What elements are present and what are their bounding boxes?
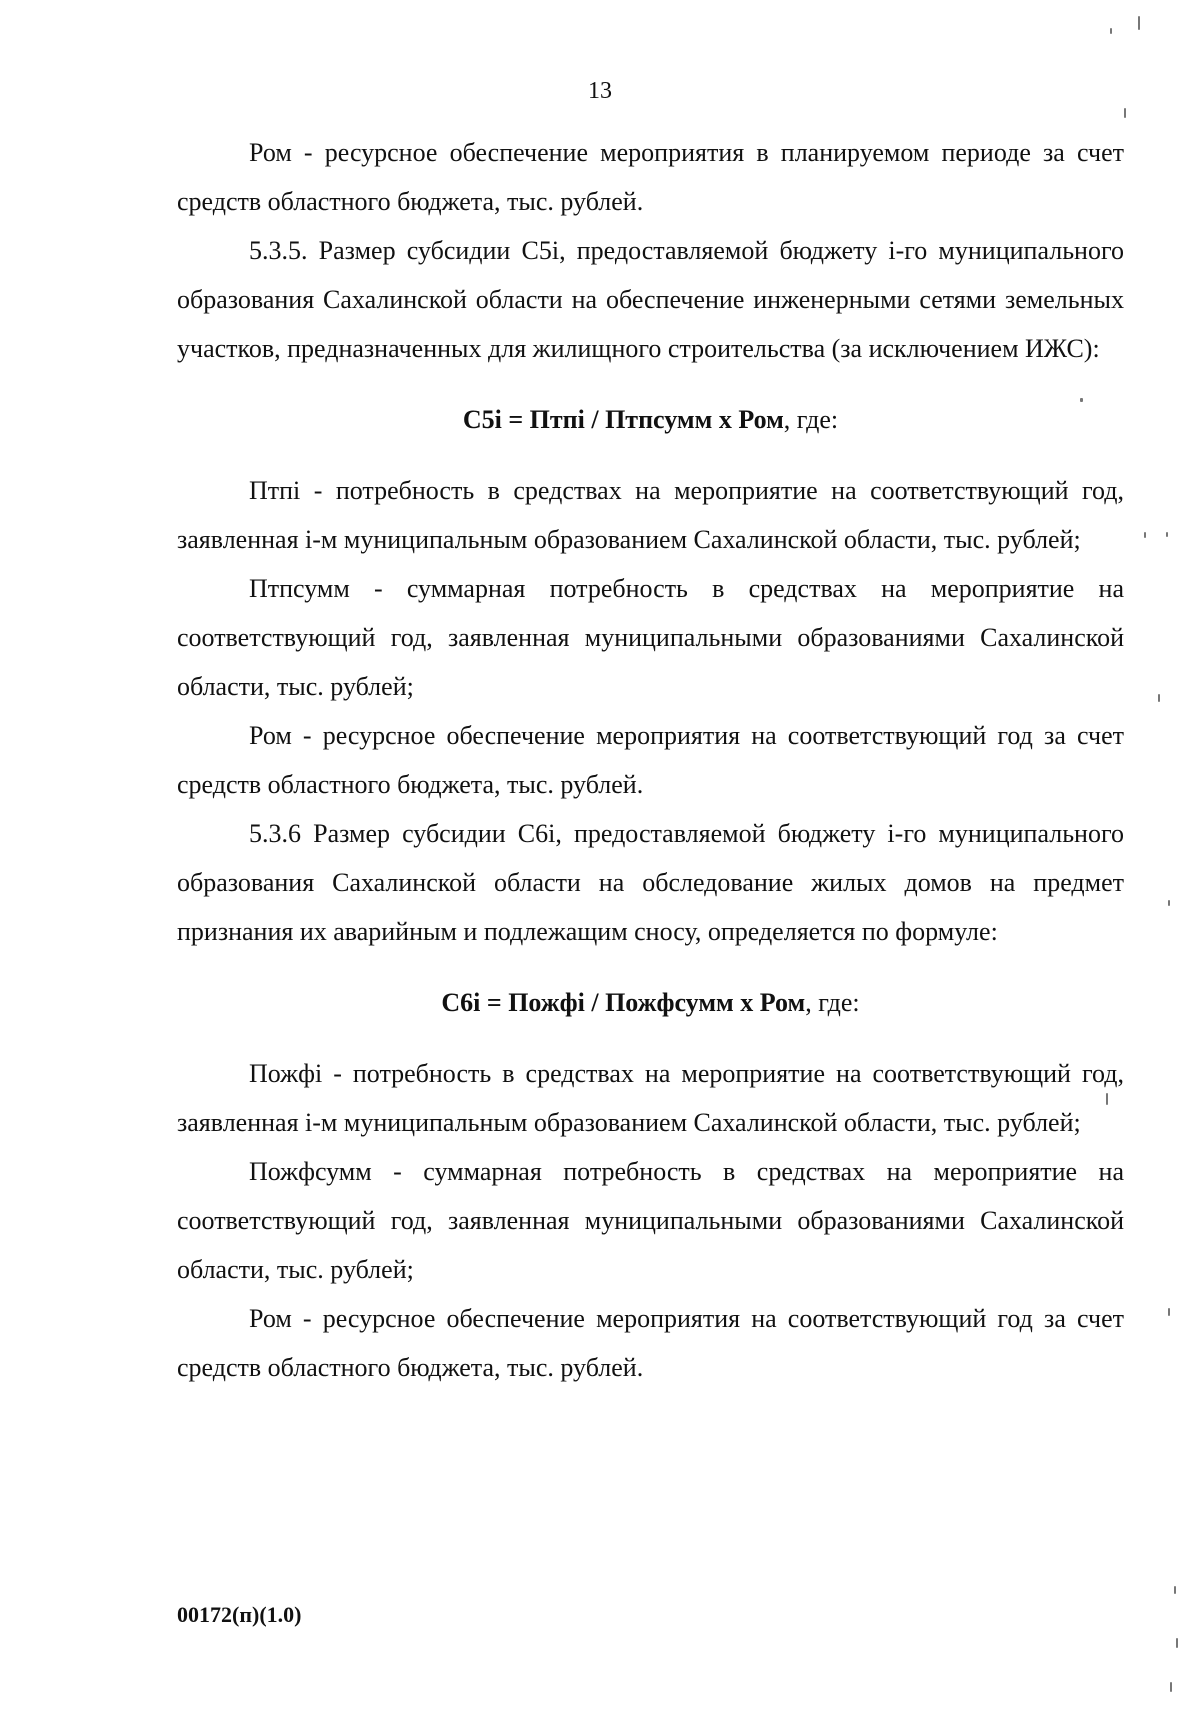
scan-speck bbox=[1174, 1586, 1176, 1594]
document-code: 00172(п)(1.0) bbox=[177, 1602, 302, 1627]
formula-c5 bbox=[177, 395, 1124, 444]
paragraph: Ром - ресурсное обеспечение мероприятия на соответствующий год за счет средств областного бюджета, тыс. рублей. bbox=[177, 721, 1124, 799]
scan-speck bbox=[1158, 694, 1160, 702]
formula-suffix: , где: bbox=[783, 405, 839, 434]
paragraph: Птпi - потребность в средствах на мероприятие на соответствующий год, заявленная i-м муниципальным образованием Сахалинской области, тыс. рублей; bbox=[177, 476, 1124, 554]
paragraph: Пожфсумм - суммарная потребность в средствах на мероприятие на соответствующий год, заявленная муниципальными образованиями Сахалинской области, тыс. рублей; bbox=[177, 1157, 1124, 1284]
formula-expression: С6i = Пожфi / Пожфсумм х Ром bbox=[441, 988, 806, 1017]
scan-speck bbox=[1176, 1638, 1178, 1648]
scan-speck bbox=[1144, 532, 1146, 538]
scan-speck bbox=[1168, 900, 1170, 906]
document-body bbox=[177, 128, 1124, 1392]
formula-c6 bbox=[177, 978, 1124, 1027]
scan-speck bbox=[1124, 108, 1126, 118]
scan-speck bbox=[1106, 1093, 1108, 1105]
page-number: 13 bbox=[588, 78, 612, 104]
scan-speck bbox=[1166, 532, 1168, 537]
scan-speck bbox=[1110, 28, 1112, 34]
paragraph: Птпсумм - суммарная потребность в средствах на мероприятие на соответствующий год, заявленная муниципальными образованиями Сахалинской области, тыс. рублей; bbox=[177, 574, 1124, 701]
paragraph: Ром - ресурсное обеспечение мероприятия в планируемом периоде за счет средств областного бюджета, тыс. рублей. bbox=[177, 138, 1124, 216]
paragraph: Пожфi - потребность в средствах на мероприятие на соответствующий год, заявленная i-м муниципальным образованием Сахалинской области, тыс. рублей; bbox=[177, 1059, 1124, 1137]
paragraph: 5.3.6 Размер субсидии С6i, предоставляемой бюджету i-го муниципального образования Сахалинской области на обследование жилых домов на предмет признания их аварийным и подлежащим сносу, определяется по формуле: bbox=[177, 819, 1124, 946]
formula-suffix: , где: bbox=[805, 988, 860, 1017]
paragraph: 5.3.5. Размер субсидии С5i, предоставляемой бюджету i-го муниципального образования Сахалинской области на обеспечение инженерными сетями земельных участков, предназначенных для жилищного строительства (за исключением ИЖС): bbox=[177, 236, 1124, 363]
scan-speck bbox=[1170, 1682, 1172, 1692]
formula-expression: С5i = Птпi / Птпсумм х Ром bbox=[462, 405, 784, 434]
scan-speck bbox=[1080, 398, 1083, 402]
paragraph: Ром - ресурсное обеспечение мероприятия на соответствующий год за счет средств областного бюджета, тыс. рублей. bbox=[177, 1304, 1124, 1382]
scan-speck bbox=[1168, 1308, 1170, 1316]
scan-speck bbox=[1138, 16, 1140, 30]
